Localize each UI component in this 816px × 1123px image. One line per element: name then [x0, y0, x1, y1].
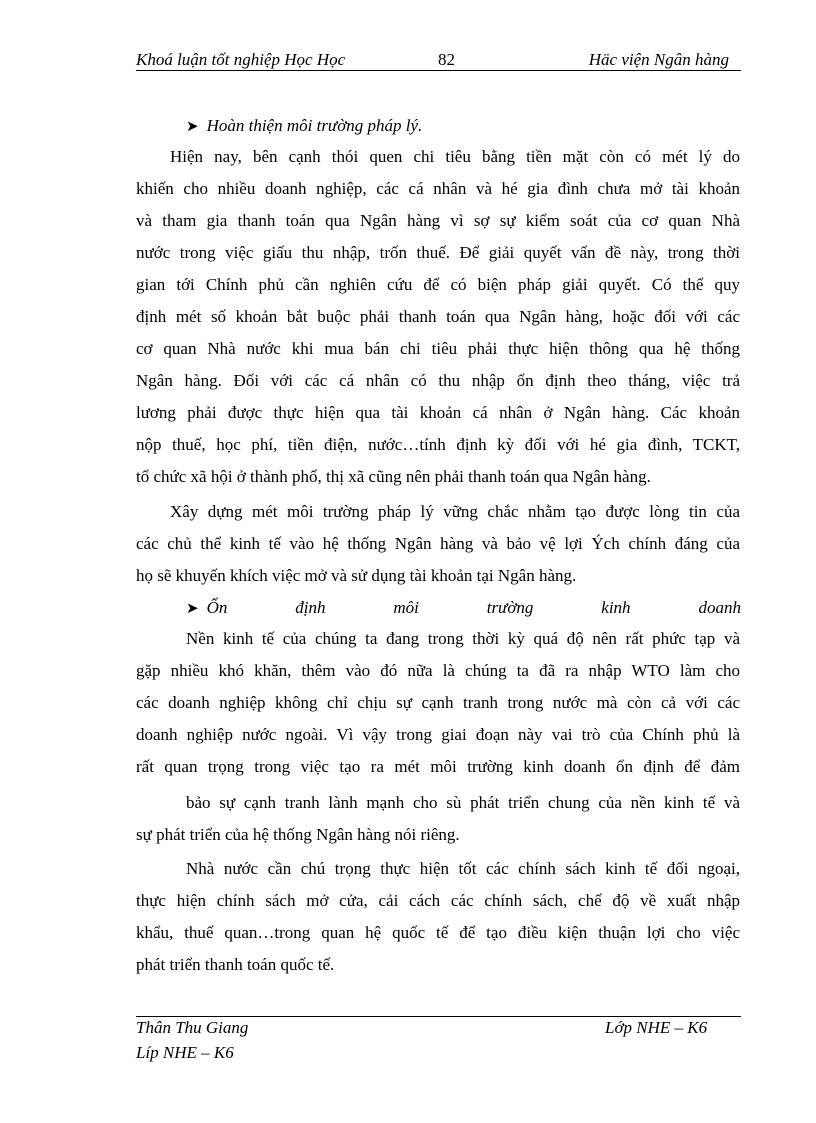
- header-institution: Häc viện Ngân hàng: [588, 50, 729, 69]
- paragraph-line: phát triển thanh toán quốc tế.: [136, 955, 335, 974]
- paragraph-line: khiến cho nhiều doanh nghiệp, các cá nhân và hé gia đình chưa mở tài khoản: [136, 179, 740, 198]
- paragraph-line: cơ quan Nhà nước khi mua bán chi tiêu phải thực hiện thông qua hệ thống: [136, 339, 740, 358]
- paragraph-line: rất quan trọng trong việc tạo ra mét môi trường kinh doanh ổn định để đảm: [136, 757, 740, 776]
- paragraph-line: gian tới Chính phủ cần nghiên cứu để có biện pháp giải quyết. Có thể quy: [136, 275, 740, 294]
- arrow-bullet-icon: ➤: [186, 119, 199, 135]
- paragraph-line: và tham gia thanh toán qua Ngân hàng vì sợ sự kiểm soát của cơ quan Nhà: [136, 211, 740, 230]
- paragraph-line: khẩu, thuế quan…trong quan hệ quốc tế để tạo điều kiện thuận lợi cho việc: [136, 923, 740, 942]
- arrow-bullet-icon: ➤: [186, 601, 199, 617]
- footer-class-right: Lớp NHE – K6: [605, 1018, 708, 1037]
- header-thesis-title: Khoá luận tốt nghiệp Học Học: [136, 50, 346, 69]
- header-divider: [136, 70, 741, 71]
- paragraph-line: Ngân hàng. Đối với các cá nhân có thu nhập ổn định theo tháng, việc trả: [136, 371, 740, 390]
- section-heading-business-environment: ➤ Ổn định môi trường kinh doanh: [186, 598, 741, 617]
- page-number: 82: [438, 50, 455, 69]
- footer-divider: [136, 1016, 741, 1017]
- paragraph-line: Nền kinh tế của chúng ta đang trong thời kỳ quá độ nên rất phức tạp và: [186, 629, 740, 648]
- paragraph-line: tổ chức xã hội ở thành phố, thị xã cũng nên phải thanh toán qua Ngân hàng.: [136, 467, 651, 486]
- paragraph-line: bảo sự cạnh tranh lành mạnh cho sù phát triển chung của nền kinh tế và: [186, 793, 740, 812]
- footer-class-left: Líp NHE – K6: [136, 1043, 234, 1062]
- paragraph-line: thực hiện chính sách mở cửa, cải cách các chính sách, chế độ về xuất nhập: [136, 891, 740, 910]
- footer-author: Thân Thu Giang: [136, 1018, 249, 1037]
- paragraph-line: nộp thuế, học phí, tiền điện, nước…tính định kỳ đối với hé gia đình, TCKT,: [136, 435, 740, 454]
- paragraph-line: các chủ thể kinh tế vào hệ thống Ngân hàng và bảo vệ lợi Ých chính đáng của: [136, 534, 740, 553]
- paragraph-line: Xây dựng mét môi trường pháp lý vững chắc nhằm tạo được lòng tin của: [170, 502, 740, 521]
- paragraph-line: gặp nhiều khó khăn, thêm vào đó nữa là chúng ta đã ra nhập WTO làm cho: [136, 661, 740, 680]
- paragraph-line: lương phải được thực hiện qua tài khoản cá nhân ở Ngân hàng. Các khoản: [136, 403, 740, 422]
- page-header: [136, 48, 741, 72]
- paragraph-line: các doanh nghiệp không chỉ chịu sự cạnh tranh trong nước mà còn cả với các: [136, 693, 740, 712]
- paragraph-line: định mét số khoản bắt buộc phải thanh toán qua Ngân hàng, hoặc đối với các: [136, 307, 740, 326]
- section-heading-legal-environment: ➤ Hoàn thiện môi trường pháp lý.: [186, 116, 423, 135]
- paragraph-line: sự phát triển của hệ thống Ngân hàng nói riêng.: [136, 825, 460, 844]
- paragraph-line: doanh nghiệp nước ngoài. Vì vậy trong giai đoạn này vai trò của Chính phủ là: [136, 725, 740, 744]
- paragraph-line: Nhà nước cần chú trọng thực hiện tốt các chính sách kinh tế đối ngoại,: [186, 859, 740, 878]
- paragraph-line: Hiện nay, bên cạnh thói quen chi tiêu bằng tiền mặt còn có mét lý do: [170, 147, 740, 166]
- paragraph-line: họ sẽ khuyến khích việc mở và sử dụng tài khoản tại Ngân hàng.: [136, 566, 577, 585]
- paragraph-line: nước trong việc giấu thu nhập, trốn thuế. Để giải quyết vấn đề này, trong thời: [136, 243, 740, 262]
